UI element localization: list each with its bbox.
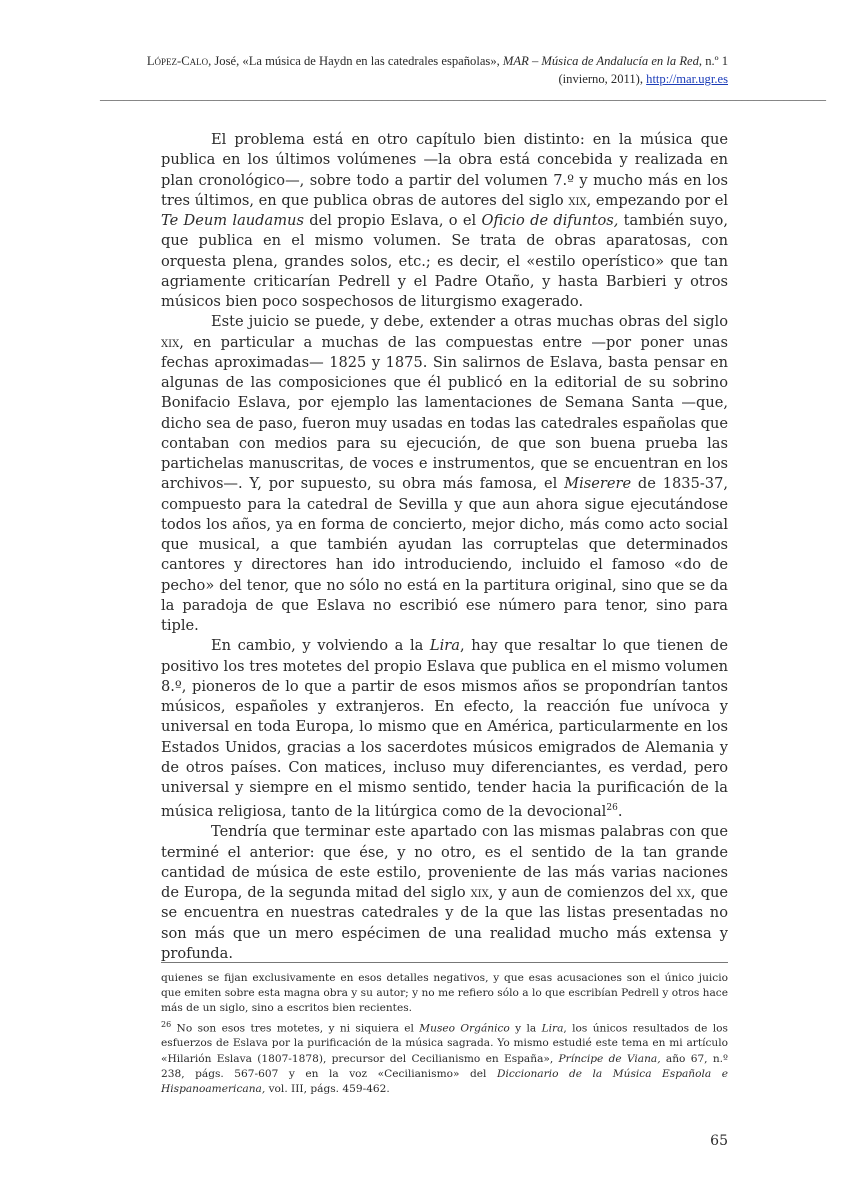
text-run: , los únicos resultados de los esfuerzos de Eslava por la purificación de la música sagrada. Yo mismo estudié este tema en mi artículo «Hilarión Eslava (1807-1878), precursor del Cecilianismo en España», [161,1022,728,1065]
text-run: El problema está en otro capítulo bien distinto: en la música que publica en los últimos volúmenes —la obra está concebida y realizada en plan cronológico—, sobre todo a partir del volumen 7.º y mucho más en los tres últimos, en que publica obras de autores del siglo [161,131,728,209]
text-run: , que se encuentra en nuestras catedrales y de la que las listas presentadas no son más que un mero espécimen de una realidad mucho más extensa y profunda. [161,884,728,962]
work-title: Lira [541,1022,564,1035]
century-numeral: xix [161,333,180,351]
paragraph [161,312,728,636]
work-title: Museo Orgánico [419,1022,510,1035]
issue-info: , n.º 1 (invierno, 2011), [558,54,728,86]
footnote-ref[interactable]: 26 [606,803,618,814]
citation-text: , José, «La música de Haydn en las catedrales españolas», [208,54,503,68]
text-run: , hay que resaltar lo que tienen de positivo los tres motetes del propio Eslava que publica en el mismo volumen 8.º, pioneros de lo que a partir de esos mismos años se propondrían tantos músicos, españoles y extranjeros. En efecto, la reacción fue unívoca y universal en toda Europa, lo mismo que en América, particularmente en los Estados Unidos, gracias a los sacerdotes músicos emigrados de Alemania y de otros países. Con matices, incluso muy diferenciantes, es verdad, pero universal y siempre en el mismo sentido, tender hacia la purificación de la música religiosa, tanto de la litúrgica como de la devocional [161,637,728,821]
text-run: año 67, n.º 238, págs. 567-607 y en la voz «Cecilianismo» del [161,1052,729,1080]
text-run: también suyo, que publica en el mismo volumen. Se trata de obras aparatosas, con orquesta plena, grandes solos, etc.; es decir, el «estilo operístico» que tan agriamente criticarían Pedrell y el Padre Otaño, y hasta Barbieri y otros músicos bien poco sospechosos de liturgismo exagerado. [161,212,728,310]
text-run: vol. III, págs. 459-462. [265,1082,390,1095]
paragraph [161,130,728,312]
paragraph [161,822,728,964]
text-run: Tendría que terminar este apartado con las mismas palabras con que terminé el anterior: que ése, y no otro, es el sentido de la tan grande cantidad de música de este estilo, proveniente de las más varias naciones de Europa, de la segunda mitad del siglo [161,823,728,902]
journal-title: MAR – Música de Andalucía en la Red [502,54,699,68]
main-text [161,130,728,964]
century-numeral: xix [470,884,489,902]
text-run: . [617,803,623,821]
footnotes [161,971,728,1097]
text-run: No son esos tres motetes, y ni siquiera el [171,1022,420,1035]
work-title: Oficio de difuntos, [481,212,619,229]
running-header [100,52,826,102]
century-numeral: xx [676,884,692,902]
footnote-26 [161,1017,728,1098]
text-run: del propio Eslava, o el [303,212,482,229]
header-rule: _________________________________________________________________________________________________________________________ [100,88,826,102]
work-title: Lira [429,637,460,655]
century-numeral: xix [568,191,587,209]
text-run: y la [509,1022,542,1035]
footnote-separator [161,962,728,963]
footnote-number: 26 [161,1019,172,1029]
work-title: Te Deum laudamus [161,212,304,229]
text-run: de 1835-37, compuesto para la catedral de Sevilla y que aun ahora sigue ejecutándose todos los años, ya en forma de concierto, mejor dicho, más como acto social que musical, a que también ayudan las corruptelas que determinados cantores y directores han ido introduciendo, incluido el famoso «do de pecho» del tenor, que no sólo no está en la partitura original, sino que se da la paradoja de que Eslava no escribió ese número para tenor, sino para tiple. [161,475,728,634]
journal-link[interactable]: http://mar.ugr.es [646,72,728,86]
text-run: Este juicio se puede, y debe, extender a otras muchas obras del siglo [211,313,728,331]
author-name: López-Calo [146,54,209,68]
footnote-continuation: quienes se fijan exclusivamente en esos detalles negativos, y que esas acusaciones son el único juicio que emiten sobre esta magna obra y su autor; y no me refiero sólo a lo que escribían Pedrell y otros hace más de un siglo, sino a escritos bien recientes. [161,972,728,1015]
citation-line [100,52,728,88]
work-title: Diccionario de la Música Española e Hispanoamericana, [161,1067,728,1095]
text-run: En cambio, y volviendo a la [211,637,430,655]
page-number: 65 [710,1133,728,1149]
text-run: , empezando por el [586,191,729,209]
text-run: , en particular a muchas de las compuestas entre —por poner unas fechas aproximadas— 1825 y 1875. Sin salirnos de Eslava, basta pensar en algunas de las composiciones que él publicó en la editorial de su sobrino Bonifacio Eslava, por ejemplo las lamentaciones de Semana Santa —que, dicho sea de paso, fueron muy usadas en todas las catedrales españolas que contaban con medios para su ejecución, de que son buena prueba las partichelas manuscritas, de voces e instrumentos, que se encuentran en los archivos—. Y, por supuesto, su obra más famosa, el [161,333,728,493]
work-title: Miserere [564,475,632,493]
work-title: Príncipe de Viana, [558,1052,661,1065]
paragraph [161,636,728,822]
text-run: , y aun de comienzos del [488,884,677,902]
